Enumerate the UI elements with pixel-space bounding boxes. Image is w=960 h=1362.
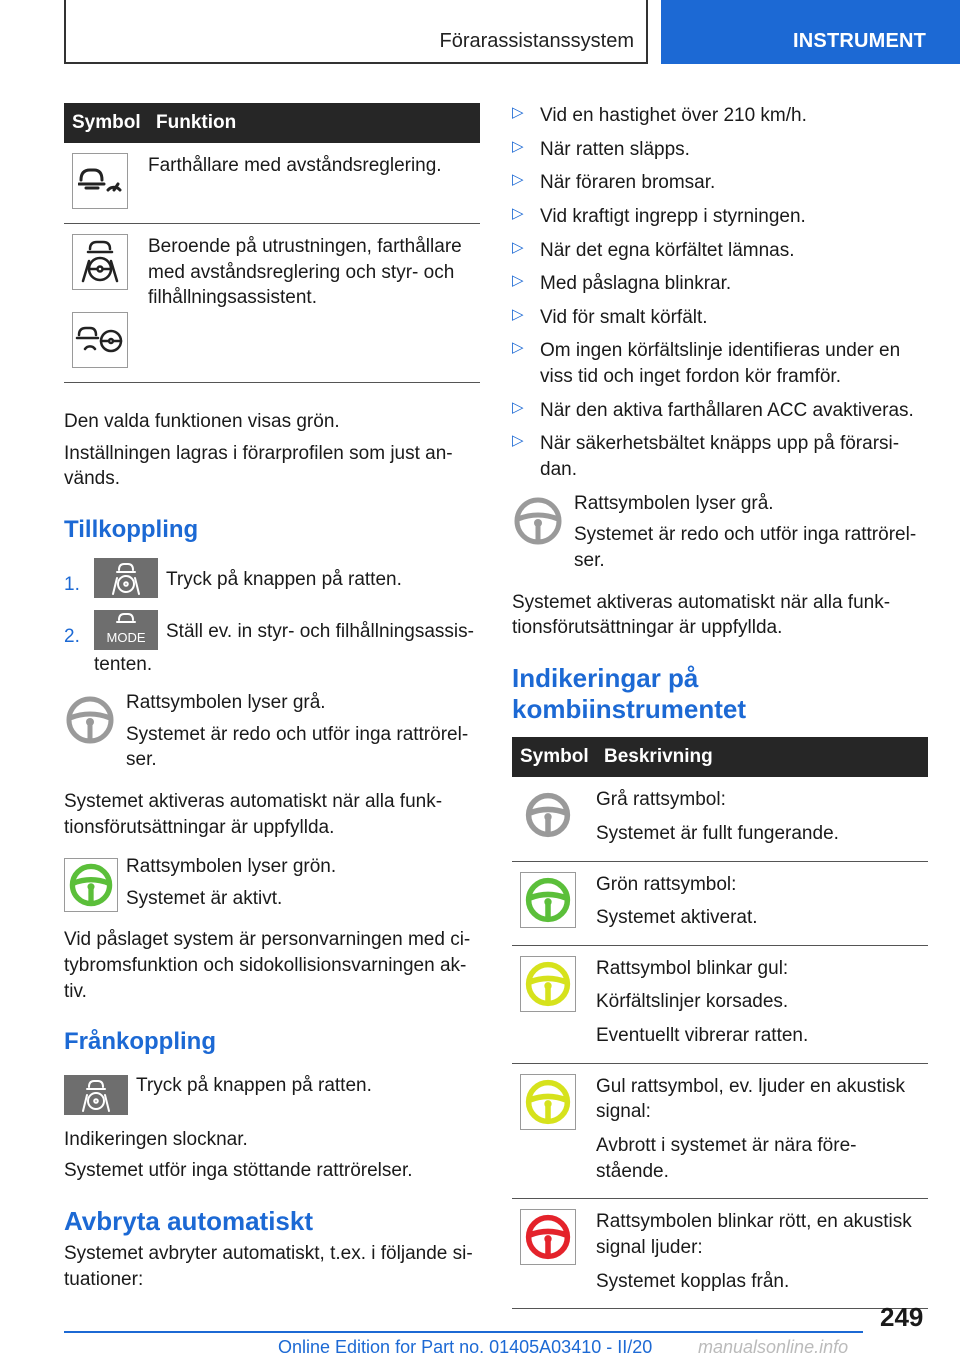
paragraph: Systemet avbryter automatiskt, t.ex. i följande si-tuationer: (64, 1243, 473, 1290)
table-cell-text: Grön rattsymbol: (596, 873, 737, 895)
note-line: Systemet är redo och utför inga rattrörel-ser. (574, 524, 917, 571)
steering-wheel-icon (520, 1209, 576, 1265)
step-text: Tryck på knappen på ratten. (136, 1074, 372, 1096)
table-cell-text: Rattsymbol blinkar gul: (596, 957, 789, 979)
paragraph: Vid påslaget system är personvarningen med ci-tybromsfunktion och sidokollisionsvarningen ak-tiv. (64, 929, 471, 1002)
indicator-table (512, 737, 928, 1309)
grey-steering-wheel-icon (64, 690, 126, 754)
paragraph: Den valda funktionen visas grön. (64, 411, 340, 432)
steering-assist-icon (72, 234, 128, 290)
table-cell-text: Systemet aktiverat. (596, 907, 758, 929)
paragraph: Indikeringen slocknar. (64, 1128, 248, 1150)
steering-wheel-icon (520, 787, 576, 843)
list-item: ▷ När den aktiva farthållaren ACC avaktiveras. (512, 398, 928, 424)
table-cell-text: Rattsymbolen blinkar rött, en akustisk signal ljuder: (596, 1211, 912, 1258)
steering-wheel-icon (520, 1074, 576, 1130)
footer-rule (64, 1331, 863, 1333)
heading-switch-on: Tillkoppling (64, 515, 199, 543)
note-line: Systemet är aktivt. (126, 887, 283, 909)
list-item: ▷ När det egna körfältet lämnas. (512, 238, 928, 264)
watermark: manualsonline.info (696, 1335, 848, 1359)
mode-button-icon (94, 610, 158, 650)
paragraph: Inställningen lagras i förarprofilen som just an-vänds. (64, 442, 453, 490)
list-item (64, 560, 480, 600)
heading-auto-cancel: Avbryta automatiskt (64, 1206, 313, 1237)
table-row (64, 143, 480, 224)
grey-symbol-note (64, 690, 480, 779)
list-item: ▷ Vid en hastighet över 210 km/h. (512, 103, 928, 129)
heading-switch-off: Frånkoppling (64, 1028, 216, 1056)
step-number: 2. (64, 626, 80, 648)
list-item: ▷ Vid för smalt körfält. (512, 305, 928, 331)
header-box (64, 0, 648, 64)
left-column (64, 103, 480, 1299)
heading-indicators: Indikeringar på kombiinstrumentet (512, 662, 747, 725)
table-header-symbol: Symbol (512, 737, 596, 777)
grey-symbol-note (512, 491, 928, 580)
list-item: ▷ När föraren bromsar. (512, 170, 928, 196)
right-column (512, 103, 928, 1309)
table-cell-text: Avbrott i systemet är nära före-stående. (596, 1135, 857, 1182)
table-cell-text: Gul rattsymbol, ev. ljuder en akustisk signal: (596, 1075, 906, 1123)
switch-off-step (64, 1073, 480, 1117)
steps-list (64, 560, 480, 678)
mode-label: MODE (106, 630, 146, 646)
table-cell-text: Systemet kopplas från. (596, 1270, 790, 1292)
table-cell-text: Grå rattsymbol: (596, 789, 726, 811)
footer-edition: Online Edition for Part no. 01405A03410 - II/20 (278, 1337, 653, 1357)
function-table (64, 103, 480, 383)
section-title: Förarassistanssystem (439, 30, 634, 52)
table-row (512, 945, 928, 1063)
step-number: 1. (64, 574, 80, 596)
steering-wheel-icon (520, 956, 576, 1012)
paragraph: Systemet utför inga stöttande rattrörelser. (64, 1160, 413, 1182)
steering-button-icon (64, 1075, 128, 1115)
step-text: Tryck på knappen på ratten. (166, 569, 402, 591)
table-cell-text: Farthållare med avståndsreglering. (148, 155, 442, 176)
table-row (512, 777, 928, 861)
page-number: 249 (880, 1302, 924, 1332)
steering-button-icon (94, 558, 158, 598)
table-row (512, 1063, 928, 1199)
list-item: ▷ Om ingen körfältslinje identifieras under en viss tid och inget fordon kör framför. (512, 338, 928, 389)
table-cell-text: Eventuellt vibrerar ratten. (596, 1025, 809, 1047)
step-text: Ställ ev. in styr- och filhållningsassis-tenten. (94, 621, 474, 676)
table-header-description: Beskrivning (596, 737, 928, 777)
note-line: Rattsymbolen lyser grön. (126, 856, 337, 878)
list-item: ▷ När säkerhetsbältet knäpps upp på förarsi-dan. (512, 431, 928, 482)
list-item: ▷ Vid kraftigt ingrepp i styrningen. (512, 204, 928, 230)
acc-steering-icon (72, 312, 128, 368)
list-item: ▷ När ratten släpps. (512, 137, 928, 163)
acc-distance-icon (72, 153, 128, 209)
paragraph: Systemet aktiveras automatiskt när alla funk-tionsförutsättningar är uppfyllda. (64, 790, 443, 838)
steering-wheel-icon (520, 872, 576, 928)
note-line: Rattsymbolen lyser grå. (126, 691, 326, 713)
note-line: Systemet är redo och utför inga rattrörel-ser. (126, 723, 469, 771)
list-item: ▷ Med påslagna blinkrar. (512, 271, 928, 297)
table-cell-text: Körfältslinjer korsades. (596, 991, 789, 1013)
note-line: Rattsymbolen lyser grå. (574, 492, 774, 514)
list-item (64, 612, 480, 678)
green-steering-wheel-icon (64, 858, 118, 912)
table-header-function: Funktion (148, 103, 480, 143)
paragraph: Systemet aktiveras automatiskt när alla funk-tionsförutsättningar är uppfyllda. (512, 591, 891, 639)
table-row (512, 1199, 928, 1309)
cancel-conditions-list (512, 103, 928, 483)
green-symbol-note (64, 854, 480, 917)
chapter-tab[interactable]: INSTRUMENT (661, 0, 960, 64)
table-header-symbol: Symbol (64, 103, 148, 143)
grey-steering-wheel-icon (512, 491, 574, 555)
table-cell-text: Systemet är fullt fungerande. (596, 822, 839, 844)
table-row (512, 861, 928, 945)
table-row (64, 224, 480, 383)
table-cell-text: Beroende på utrustningen, farthållare med avståndsreglering och styr- och filhållningsassistent. (148, 236, 462, 309)
